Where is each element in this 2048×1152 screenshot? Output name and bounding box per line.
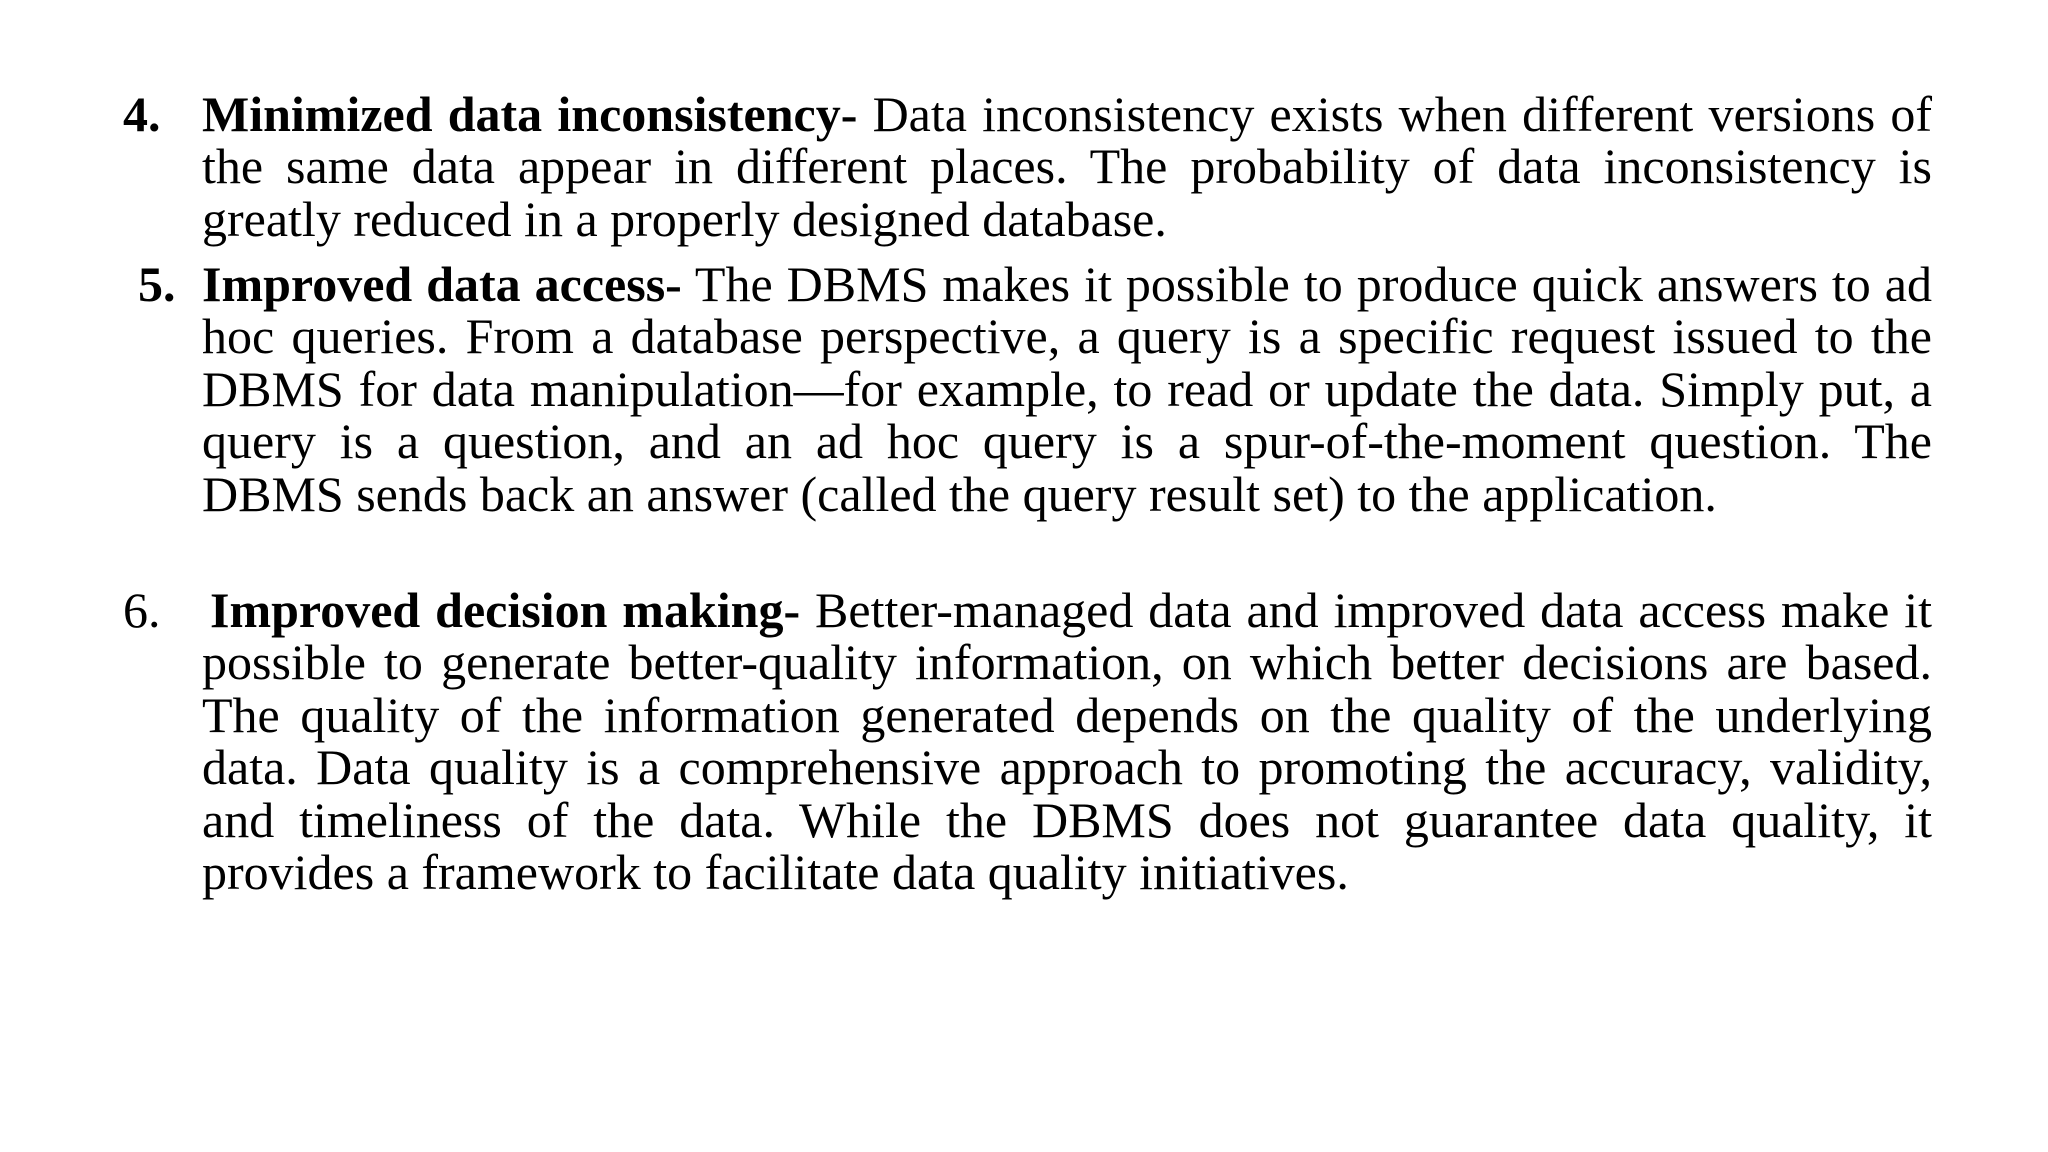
list-item-number: 6. bbox=[123, 582, 161, 638]
list-item-text: The DBMS makes it possible to produce quick answers to ad hoc queries. From a database perspective, a query is a specific request issued to the DBMS for data manipulation—for example, to read or update the data. Simply put, a query is a question, and an ad hoc query is a spur-of-the-moment question. The DBMS sends back an answer (called the query result set) to the application. bbox=[202, 256, 1932, 522]
list-item-number: 5. bbox=[138, 256, 176, 312]
list-item-improved-decision-making bbox=[123, 582, 1932, 901]
list-item-title: Improved decision making- bbox=[210, 582, 801, 638]
list-item-number: 4. bbox=[123, 86, 161, 142]
list-item-text: Data inconsistency exists when different versions of the same data appear in different places. The probability of data inconsistency is greatly reduced in a properly designed database. bbox=[202, 86, 1932, 247]
list-item-title: Improved data access- bbox=[202, 256, 682, 312]
list-item-text: Better-managed data and improved data access make it possible to generate better-quality information, on which better decisions are based. The quality of the information generated depends on the quality of the underlying data. Data quality is a comprehensive approach to promoting the accuracy, validity, and timeliness of the data. While the DBMS does not guarantee data quality, it provides a framework to facilitate data quality initiatives. bbox=[202, 582, 1932, 901]
list-item-improved-data-access bbox=[138, 256, 1932, 522]
list-item-minimized-data-inconsistency bbox=[123, 86, 1932, 247]
list-item-title: Minimized data inconsistency- bbox=[202, 86, 858, 142]
